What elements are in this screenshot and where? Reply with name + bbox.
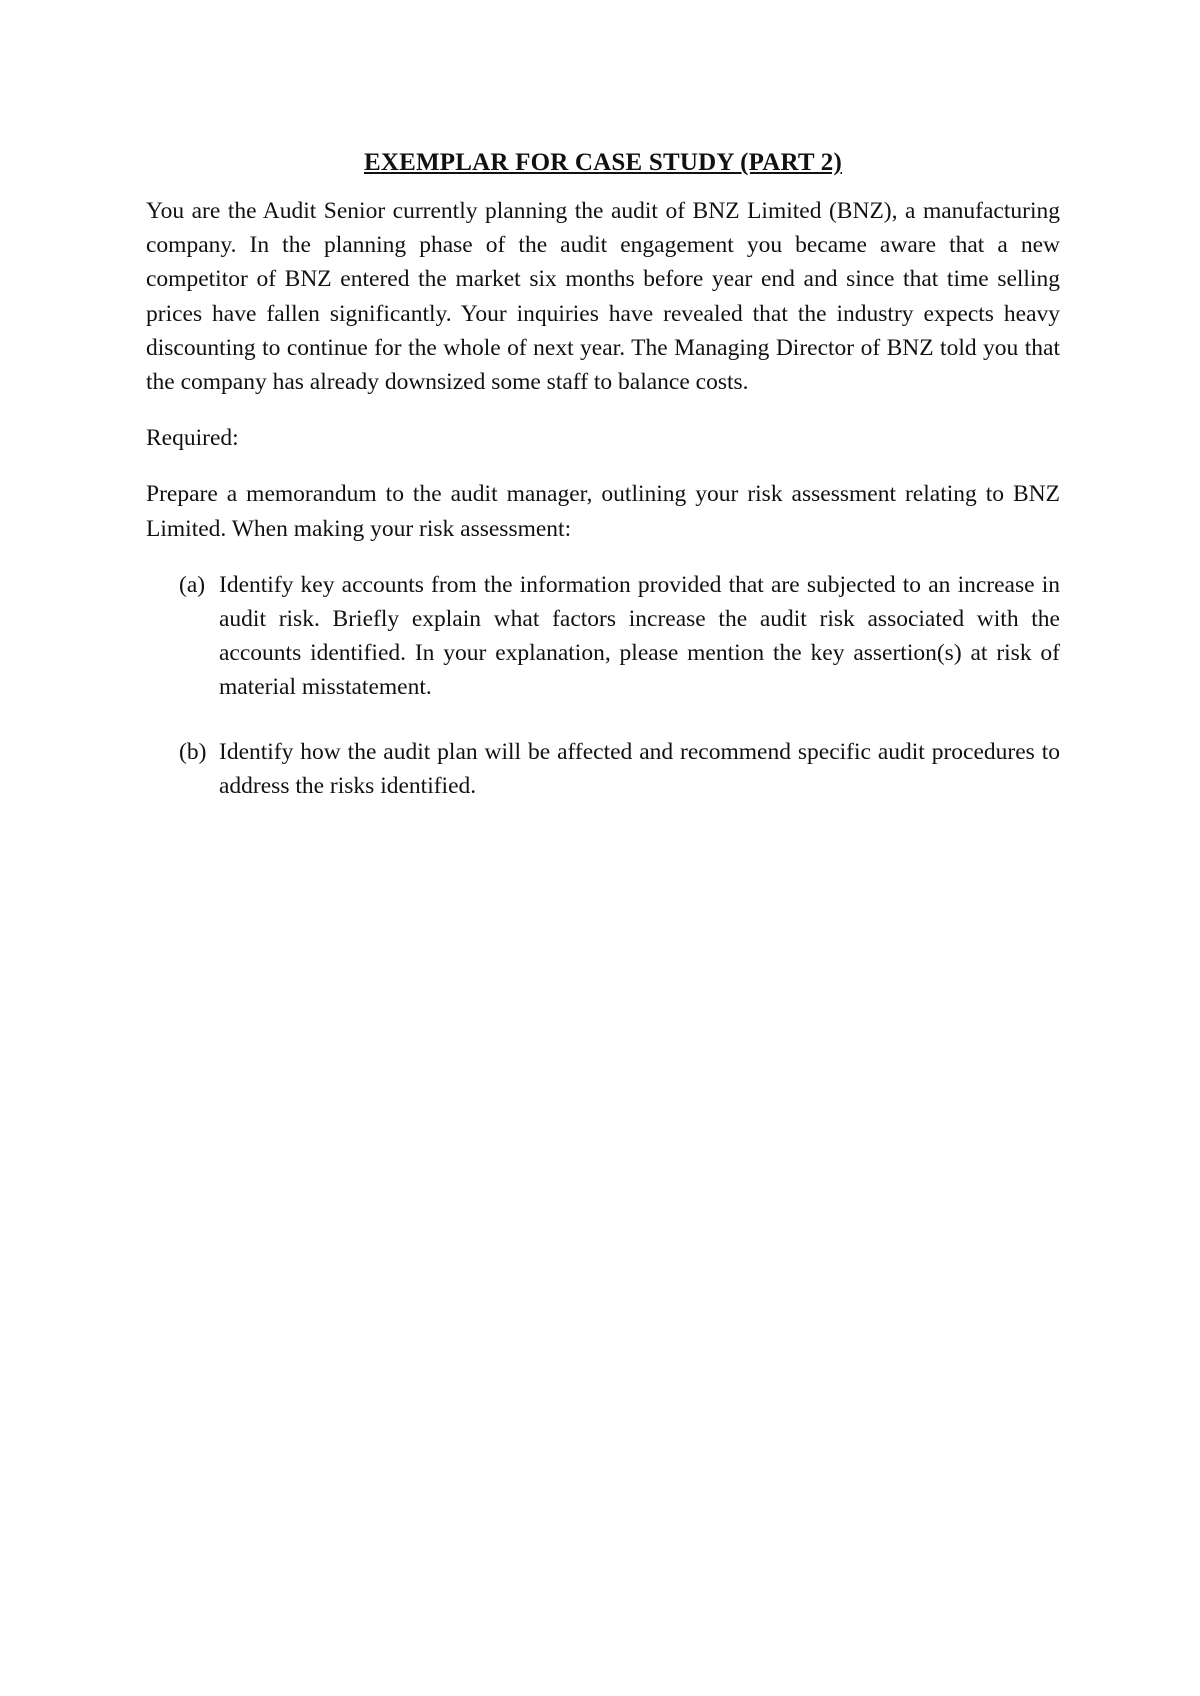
list-marker: (b) — [179, 738, 207, 765]
document-title: EXEMPLAR FOR CASE STUDY (PART 2) — [364, 149, 842, 176]
required-label: Required: — [146, 425, 239, 452]
instruction-paragraph: Prepare a memorandum to the audit manager, outlining your risk assessment relating to BNZ Limited. When making your risk assessment: — [146, 481, 1060, 542]
list-item-text: Identify key accounts from the information provided that are subjected to an increase in audit risk. Briefly explain what factors increase the audit risk associated with the accounts identified. In your explanation, please mention the key assertion(s) at risk of material misstatement. — [219, 571, 1060, 701]
document-page — [146, 146, 1060, 833]
scenario-paragraph: You are the Audit Senior currently planning the audit of BNZ Limited (BNZ), a manufacturing company. In the planning phase of the audit engagement you became aware that a new competitor of BNZ entered the market six months before year end and since that time selling prices have fallen significantly. Your inquiries have revealed that the industry expects heavy discounting to continue for the whole of next year. The Managing Director of BNZ told you that the company has already downsized some staff to balance costs. — [146, 198, 1060, 396]
list-item-text: Identify how the audit plan will be affected and recommend specific audit procedures to address the risks identified. — [219, 738, 1060, 799]
list-item — [179, 568, 1060, 705]
requirements-list — [146, 568, 1060, 803]
list-item — [179, 735, 1060, 803]
list-marker: (a) — [179, 571, 206, 598]
